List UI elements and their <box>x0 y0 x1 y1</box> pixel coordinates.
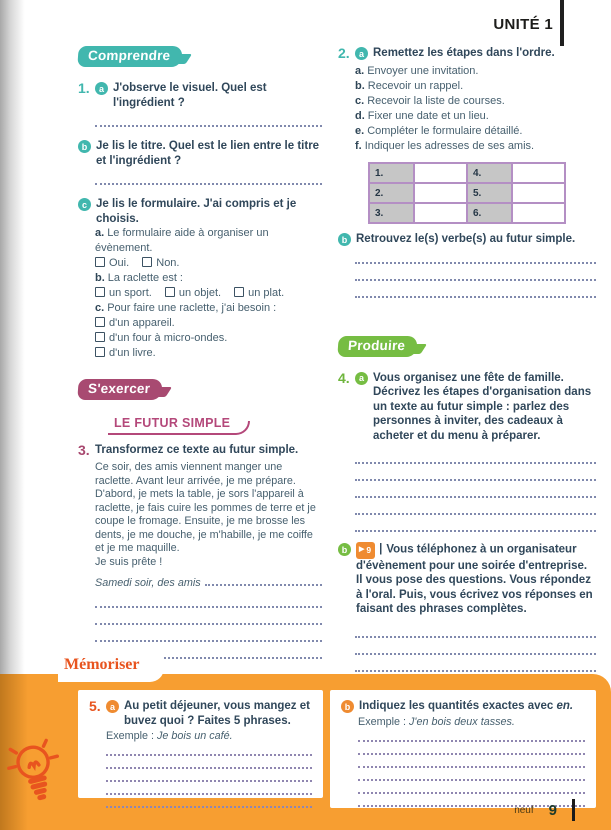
checkbox-option: d'un appareil. <box>95 316 322 331</box>
letter-badge-b: b <box>341 700 354 713</box>
answer-line <box>95 110 322 127</box>
checkbox-option: d'un livre. <box>95 346 322 361</box>
exercise-instruction: Vous organisez une fête de famille. Décrivez les étapes d'organisation dans un texte au futur simple : parlez des personnes à inviter, des cadeaux à acheter et du menu à préparer. <box>373 371 592 442</box>
answer-line <box>95 625 322 642</box>
answer-line <box>95 168 322 185</box>
answer-line <box>205 577 322 586</box>
checkbox-option: un objet. <box>165 287 221 299</box>
exercise-number: 2. <box>338 45 350 61</box>
exercise-instruction-text: Vous téléphonez à un organisateur d'évènement pour une soirée d'entreprise. Il vous pose des questions. Vous répondez à l'oral. Puis, vous écrivez vos réponses en faisant des phrases complètes. <box>356 543 593 615</box>
answer-line <box>106 743 312 756</box>
grammar-banner <box>112 414 238 435</box>
checkbox-row <box>95 286 322 301</box>
checkbox-icon <box>95 257 105 267</box>
checkbox-icon <box>95 332 105 342</box>
letter-badge-a: a <box>106 700 119 713</box>
example-line: Exemple : J'en bois deux tasses. <box>358 715 515 728</box>
order-cell-answer <box>414 183 467 203</box>
order-table <box>368 162 566 224</box>
letter-badge-a: a <box>355 372 368 385</box>
exercise-5b-card <box>330 690 596 808</box>
checkbox-icon <box>165 287 175 297</box>
exercise-instruction: Transformez ce texte au futur simple. <box>95 444 299 456</box>
step-item: f. Indiquer les adresses de ses amis. <box>355 140 535 152</box>
example-line: Exemple : Je bois un café. <box>106 730 233 742</box>
order-cell-label: 2. <box>369 183 414 203</box>
footer-bar <box>572 799 575 821</box>
exercise-number: 5. <box>89 698 101 714</box>
exercise-instruction <box>356 542 596 617</box>
exercise-4b <box>338 542 596 689</box>
checkbox-option: Oui. <box>95 257 129 269</box>
order-cell-label: 5. <box>467 183 512 203</box>
exercise-number: 1. <box>78 80 90 96</box>
step-item: d. Fixer une date et un lieu. <box>355 110 489 122</box>
answer-line <box>95 591 322 608</box>
answer-line <box>355 621 596 638</box>
grammar-title: LE FUTUR SIMPLE <box>114 416 231 430</box>
letter-badge-a: a <box>95 82 108 95</box>
letter-badge-a: a <box>355 47 368 60</box>
answer-line <box>358 755 585 768</box>
source-text-end: Je suis prête ! <box>95 555 163 568</box>
answer-lead-text: Samedi soir, des amis <box>95 577 201 589</box>
exercise-instruction: Je lis le titre. Quel est le lien entre le titre et l'ingrédient ? <box>96 140 320 167</box>
answer-line <box>95 608 322 625</box>
exercise-number: 4. <box>338 369 350 386</box>
checkbox-option: un plat. <box>234 287 284 299</box>
exercise-instruction: Au petit déjeuner, vous mangez et buvez quoi ? Faites 5 phrases. <box>124 700 310 727</box>
question-item: c. Pour faire une raclette, j'ai besoin : <box>95 302 277 314</box>
checkbox-option: Non. <box>142 257 179 269</box>
audio-track-icon <box>356 542 375 559</box>
order-cell-label: 4. <box>467 163 512 183</box>
exercise-instruction: J'observe le visuel. Quel est l'ingrédient ? <box>113 82 267 109</box>
exercise-4a <box>338 371 596 533</box>
answer-line <box>106 795 312 808</box>
memoriser-tab <box>58 648 164 682</box>
answer-line <box>106 756 312 769</box>
letter-badge-b: b <box>78 140 91 153</box>
order-cell-label: 1. <box>369 163 414 183</box>
checkbox-icon <box>234 287 244 297</box>
unit-header-bar <box>560 0 564 46</box>
letter-badge-b: b <box>338 233 351 246</box>
step-item: b. Recevoir un rappel. <box>355 80 464 92</box>
left-column <box>78 46 322 739</box>
checkbox-icon <box>95 347 105 357</box>
answer-line <box>355 247 596 264</box>
order-cell-label: 6. <box>467 203 512 223</box>
exercise-1b <box>78 139 322 185</box>
answer-line <box>355 281 596 298</box>
checkbox-icon <box>142 257 152 267</box>
exercise-2a <box>338 46 596 224</box>
source-text: Ce soir, des amis viennent manger une raclette. Avant leur arrivée, je me prépare. D'abord, je mets la table, je sors l'appareil à raclette, je fais cuire les pommes de terre et je coupe le fromage. Ensuite, je me brosse les dents, je me douche, je m'habille, je me coiffe et je me maquille. <box>95 461 316 554</box>
answer-line <box>106 769 312 782</box>
page-footer <box>514 799 575 821</box>
letter-badge-b: b <box>338 543 351 556</box>
page-number-word: neuf <box>514 804 534 816</box>
answer-line <box>355 481 596 498</box>
answer-line <box>355 638 596 655</box>
checkbox-icon <box>95 317 105 327</box>
order-cell-answer <box>512 203 565 223</box>
audio-track-number: 9 <box>366 545 372 555</box>
audio-separator: | <box>379 543 383 556</box>
unit-title: UNITÉ 1 <box>493 16 553 33</box>
answer-line <box>355 515 596 532</box>
step-item: e. Compléter le formulaire détaillé. <box>355 125 523 137</box>
answer-line <box>355 264 596 281</box>
exercise-5a-card <box>78 690 323 798</box>
answer-line <box>355 464 596 481</box>
section-badge-comprendre: Comprendre <box>77 46 183 67</box>
exercise-instruction: Je lis le formulaire. J'ai compris et je choisis. <box>96 198 297 225</box>
exercise-instruction: Retrouvez le(s) verbe(s) au futur simple. <box>356 233 576 245</box>
order-cell-label: 3. <box>369 203 414 223</box>
exercise-number: 3. <box>78 442 90 458</box>
answer-line <box>358 768 585 781</box>
answer-line <box>358 742 585 755</box>
answer-line <box>355 655 596 672</box>
answer-line <box>355 498 596 515</box>
exercise-1c <box>78 197 322 361</box>
page-spine-gradient <box>0 0 26 676</box>
answer-line <box>358 729 585 742</box>
order-cell-answer <box>512 183 565 203</box>
order-cell-answer <box>512 163 565 183</box>
exercise-instruction: Remettez les étapes dans l'ordre. <box>373 47 555 59</box>
step-item: c. Recevoir la liste de courses. <box>355 95 505 107</box>
question-item: b. La raclette est : <box>95 272 183 284</box>
question-item: a. Le formulaire aide à organiser un évènement. <box>95 227 269 254</box>
checkbox-icon <box>95 287 105 297</box>
answer-line <box>358 781 585 794</box>
lightbulb-icon <box>2 728 68 812</box>
section-badge-sexercer: S'exercer <box>77 379 163 400</box>
order-cell-answer <box>414 203 467 223</box>
letter-badge-c: c <box>78 198 91 211</box>
exercise-1a <box>78 81 322 127</box>
page-number: 9 <box>548 801 557 819</box>
checkbox-option: un sport. <box>95 287 152 299</box>
answer-line <box>106 782 312 795</box>
order-cell-answer <box>414 163 467 183</box>
answer-line <box>355 447 596 464</box>
checkbox-option: d'un four à micro-ondes. <box>95 331 322 346</box>
exercise-instruction: Indiquez les quantités exactes avec en. <box>359 700 574 712</box>
section-title-memoriser: Mémoriser <box>64 656 140 673</box>
section-badge-produire: Produire <box>337 336 418 357</box>
play-icon: ▶ <box>359 546 365 554</box>
exercise-2b <box>338 232 596 298</box>
step-item: a. Envoyer une invitation. <box>355 65 479 77</box>
checkbox-row <box>95 256 322 271</box>
answer-lead-line <box>95 577 322 589</box>
right-column <box>338 46 596 701</box>
